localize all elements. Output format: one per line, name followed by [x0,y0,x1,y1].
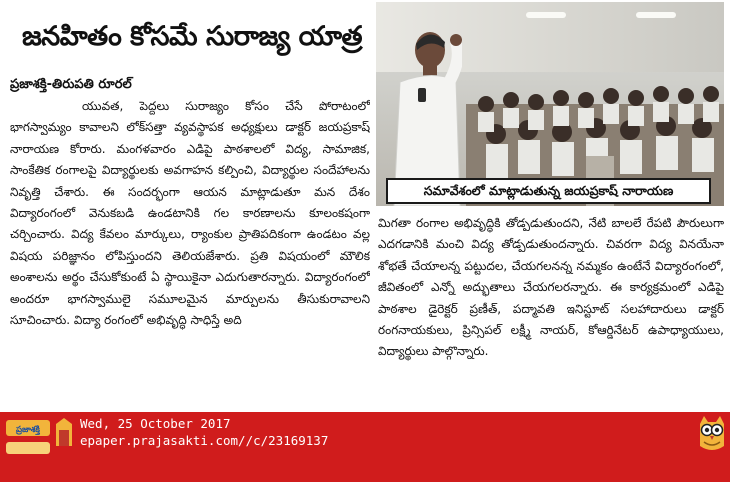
logo-text: ప్రజాశక్తి [16,425,40,435]
prajasakti-logo [4,416,76,464]
photo-caption: సమావేశంలో మాట్లాడుతున్న జయప్రకాష్ నారాయణ [386,178,711,204]
article-headline: జనహితం కోసమే సురాజ్య యాత్ర [22,21,362,52]
article-paragraph: మిగతా రంగాల అభివృద్ధికి తోడ్పడుతుందని, నేటి బాలలే రేపటి పౌరులుగా ఎదగడానికి మంచి విద్య తోడ్పడుతుందన్నారు. చివరగా విద్య వినయేనా శోభతే చేయాలన్న పట్టుదల, చేయగలనన్న నమ్మకం ఉంటేనే విద్యారంగంలో, జీవితంలో ఎన్నో అద్భుతాలు చేయగలరన్నారు. ఈ కార్యక్రమంలో ఎడిపై పాఠశాల డైరెక్టర్ ప్రణీత్, పద్మావతి ఇనిస్టూట్ సలహాదారులు డాక్టర్ రంగనాయకులు, ప్రిన్సిపల్ లక్ష్మీ నాయర్, కోఆర్డినేటర్ ఉపాధ్యాయులు, విద్యార్థులు పాల్గొన్నారు. [378,216,724,359]
article-body-left-column [10,96,370,398]
photo-ceiling-light [636,12,676,18]
photo-ceiling-light [526,12,566,18]
event-photo [376,2,724,206]
owl-mascot-icon [696,414,728,454]
epaper-url-link[interactable]: epaper.prajasakti.com//c/23169137 [80,433,329,448]
edition-date: Wed, 25 October 2017 [80,416,231,431]
article-dateline: ప్రజాశక్తి-తిరుపతి రూరల్ [10,77,132,92]
article-paragraph: యువత, పెద్దలు సురాజ్యం కోసం చేసే పోరాటంలో భాగస్వామ్యం కావాలని లోక్‌సత్తా వ్యవస్థాపక అధ్యక్షులు డాక్టర్ జయప్రకాష్ నారాయణ కోరారు. మంగళవారం ఎడిపై పాఠశాలలో విద్య, సామాజిక, సాంకేతిక రంగాలపై విద్యార్థులకు అవగాహన కల్పించి, విద్యార్థుల సందేహాలను నివృత్తి చేశారు. ఈ సందర్భంగా ఆయన మాట్లాడుతూ మన దేశం విద్యారంగంలో వెనుకబడి ఉండటానికి గల కారణాలను కూలంకషంగా చర్చించారు. విద్య కేవలం మార్కులు, ర్యాంకుల ప్రాతిపదికంగా ఉండటం వల్ల విషయ పరిజ్ఞానం లోపిస్తుందని తెలియజేశారు. ప్రతి విషయంలో మౌలిక అంశాలను అర్థం చేసుకోకుంటే ఏ స్థాయికైనా ఎదుగుతారన్నారు. విద్యారంగంలో అందరూ భాగస్వాములై సమూలమైన మార్పులను తీసుకురావాలని సూచించారు. విద్యా రంగంలో అభివృద్ధి సాధిస్తే అది [10,99,370,328]
article-body-right-column [378,213,724,395]
